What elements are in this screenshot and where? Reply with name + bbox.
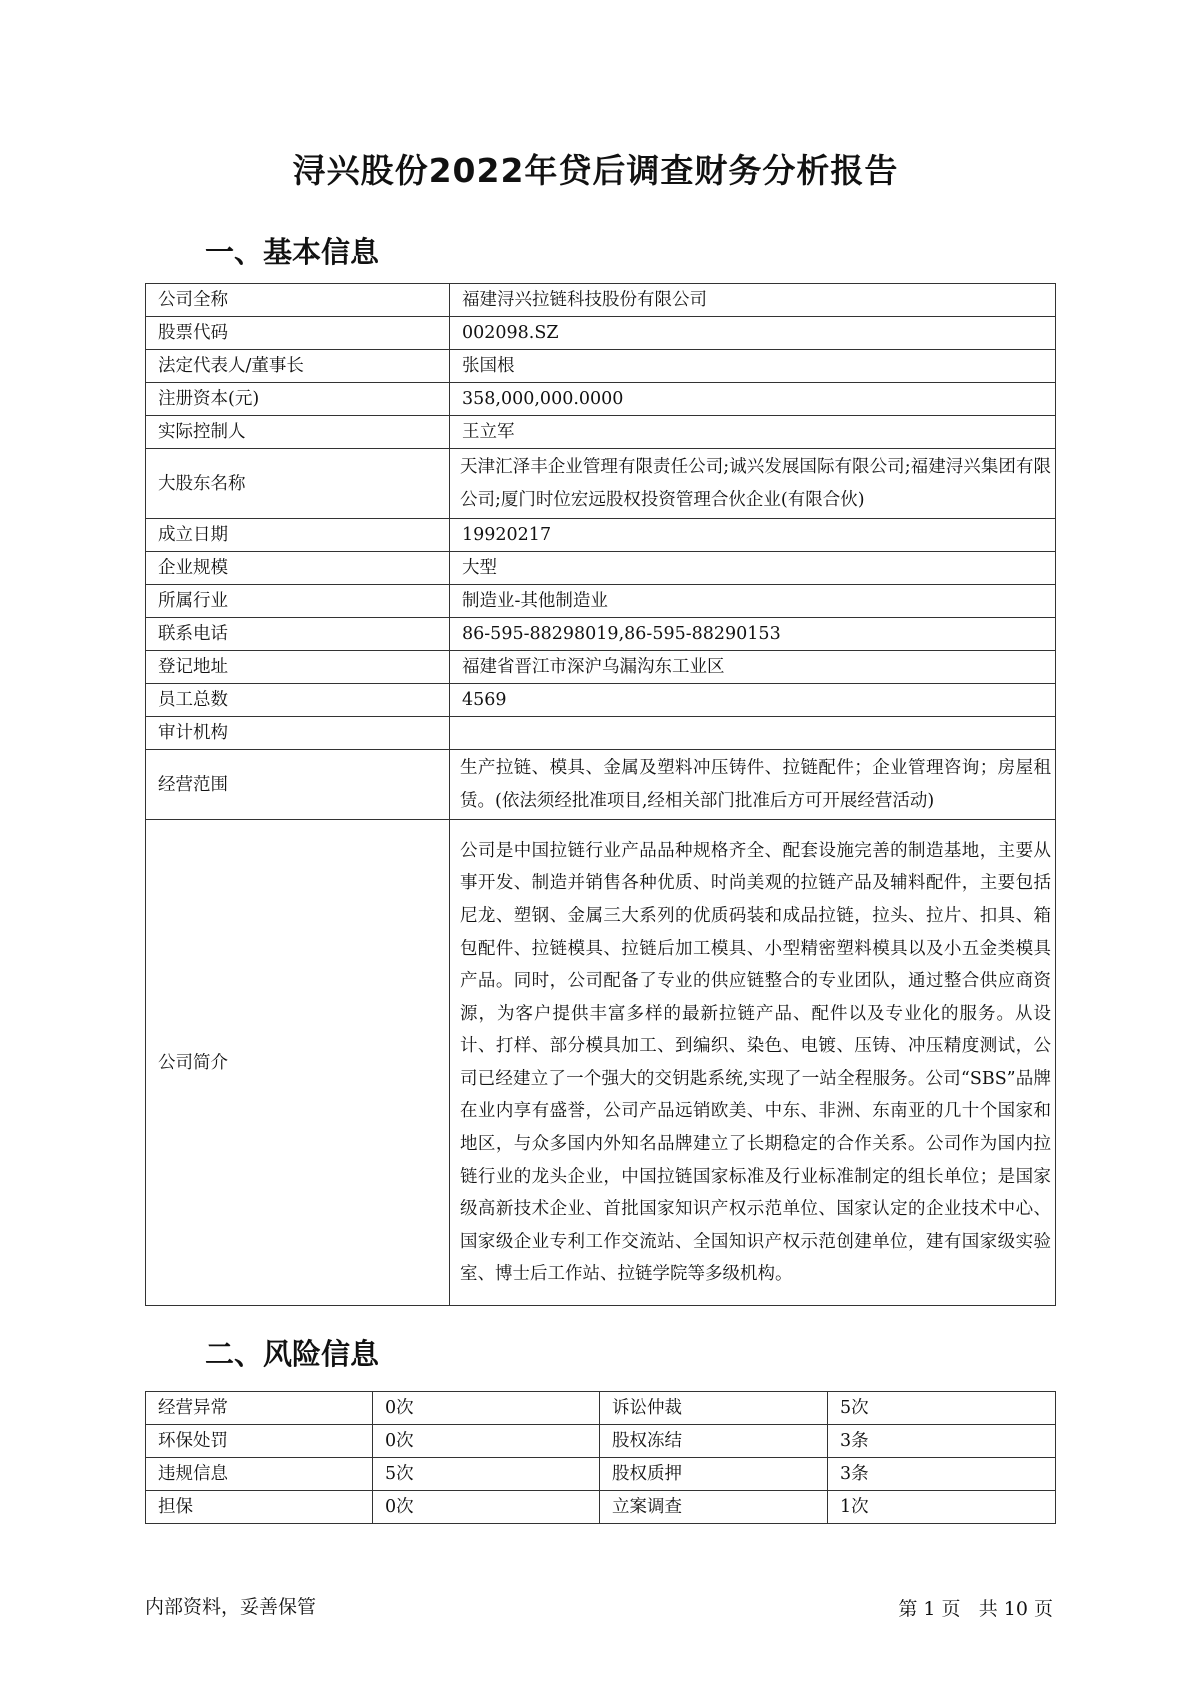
field-label: 经营范围 xyxy=(146,750,450,820)
field-value: 福建省晋江市深沪乌漏沟东工业区 xyxy=(450,651,1056,684)
table-row xyxy=(146,1425,1056,1458)
page-label-mid: 页 xyxy=(941,1598,961,1620)
basic-info-table xyxy=(145,283,1056,1306)
risk-value: 0次 xyxy=(373,1392,600,1425)
field-label: 登记地址 xyxy=(146,651,450,684)
table-row xyxy=(146,717,1056,750)
field-value: 制造业-其他制造业 xyxy=(450,585,1056,618)
field-label: 审计机构 xyxy=(146,717,450,750)
field-label: 注册资本(元) xyxy=(146,383,450,416)
field-value: 002098.SZ xyxy=(450,317,1056,350)
page-title: 浔兴股份2022年贷后调查财务分析报告 xyxy=(292,151,899,190)
field-label: 法定代表人/董事长 xyxy=(146,350,450,383)
risk-label: 担保 xyxy=(146,1491,373,1524)
page-total: 10 xyxy=(1003,1598,1028,1620)
field-value: 公司是中国拉链行业产品品种规格齐全、配套设施完善的制造基地，主要从事开发、制造并销售各种优质、时尚美观的拉链产品及辅料配件，主要包括尼龙、塑钢、金属三大系列的优质码装和成品拉链，拉头、拉片、扣具、箱包配件、拉链模具、拉链后加工模具、小型精密塑料模具以及小五金类模具产品。同时，公司配备了专业的供应链整合的专业团队，通过整合供应商资源，为客户提供丰富多样的最新拉链产品、配件以及专业化的服务。从设计、打样、部分模具加工、到编织、染色、电镀、压铸、冲压精度测试，公司已经建立了一个强大的交钥匙系统,实现了一站全程服务。公司“SBS”品牌在业内享有盛誉，公司产品远销欧美、中东、非洲、东南亚的几十个国家和地区，与众多国内外知名品牌建立了长期稳定的合作关系。公司作为国内拉链行业的龙头企业，中国拉链国家标准及行业标准制定的组长单位；是国家级高新技术企业、首批国家知识产权示范单位、国家认定的企业技术中心、国家级企业专利工作交流站、全国知识产权示范创建单位，建有国家级实验室、博士后工作站、拉链学院等多级机构。 xyxy=(450,820,1056,1306)
section-heading-risk-info: 二、风险信息 xyxy=(205,1337,380,1371)
field-value: 张国根 xyxy=(450,350,1056,383)
risk-label: 经营异常 xyxy=(146,1392,373,1425)
page-current: 1 xyxy=(923,1598,936,1620)
field-label: 大股东名称 xyxy=(146,449,450,519)
page-number xyxy=(898,1594,1053,1621)
table-row xyxy=(146,317,1056,350)
table-row xyxy=(146,284,1056,317)
risk-value: 5次 xyxy=(828,1392,1056,1425)
field-label: 企业规模 xyxy=(146,552,450,585)
risk-value: 3条 xyxy=(828,1425,1056,1458)
section-heading-basic-info: 一、基本信息 xyxy=(205,235,380,269)
field-label: 股票代码 xyxy=(146,317,450,350)
field-value: 19920217 xyxy=(450,519,1056,552)
field-label: 成立日期 xyxy=(146,519,450,552)
risk-info-table xyxy=(145,1391,1056,1524)
table-row xyxy=(146,519,1056,552)
field-value: 4569 xyxy=(450,684,1056,717)
field-value: 生产拉链、模具、金属及塑料冲压铸件、拉链配件；企业管理咨询；房屋租赁。(依法须经批准项目,经相关部门批准后方可开展经营活动) xyxy=(450,750,1056,820)
field-label: 所属行业 xyxy=(146,585,450,618)
risk-label: 股权冻结 xyxy=(600,1425,828,1458)
risk-label: 违规信息 xyxy=(146,1458,373,1491)
table-row xyxy=(146,1458,1056,1491)
footer-confidential-note: 内部资料，妥善保管 xyxy=(145,1596,317,1618)
table-row xyxy=(146,383,1056,416)
table-row xyxy=(146,552,1056,585)
field-label: 员工总数 xyxy=(146,684,450,717)
table-row xyxy=(146,618,1056,651)
risk-label: 环保处罚 xyxy=(146,1425,373,1458)
table-row xyxy=(146,449,1056,519)
field-value xyxy=(450,717,1056,750)
field-label: 联系电话 xyxy=(146,618,450,651)
table-row xyxy=(146,1491,1056,1524)
risk-label: 股权质押 xyxy=(600,1458,828,1491)
page-total-suffix: 页 xyxy=(1033,1598,1053,1620)
field-label: 实际控制人 xyxy=(146,416,450,449)
field-value: 王立军 xyxy=(450,416,1056,449)
field-value: 福建浔兴拉链科技股份有限公司 xyxy=(450,284,1056,317)
table-row xyxy=(146,651,1056,684)
table-row xyxy=(146,585,1056,618)
page-label-prefix: 第 xyxy=(898,1598,918,1620)
risk-value: 0次 xyxy=(373,1425,600,1458)
risk-value: 0次 xyxy=(373,1491,600,1524)
table-row xyxy=(146,820,1056,1306)
table-row xyxy=(146,684,1056,717)
risk-value: 1次 xyxy=(828,1491,1056,1524)
risk-label: 诉讼仲裁 xyxy=(600,1392,828,1425)
risk-value: 5次 xyxy=(373,1458,600,1491)
table-row xyxy=(146,416,1056,449)
field-value: 天津汇泽丰企业管理有限责任公司;诚兴发展国际有限公司;福建浔兴集团有限公司;厦门时位宏远股权投资管理合伙企业(有限合伙) xyxy=(450,449,1056,519)
risk-label: 立案调查 xyxy=(600,1491,828,1524)
field-label: 公司全称 xyxy=(146,284,450,317)
field-label: 公司简介 xyxy=(146,820,450,1306)
table-row xyxy=(146,750,1056,820)
field-value: 358,000,000.0000 xyxy=(450,383,1056,416)
table-row xyxy=(146,350,1056,383)
field-value: 86-595-88298019,86-595-88290153 xyxy=(450,618,1056,651)
table-row xyxy=(146,1392,1056,1425)
risk-value: 3条 xyxy=(828,1458,1056,1491)
field-value: 大型 xyxy=(450,552,1056,585)
page-total-prefix: 共 xyxy=(978,1598,998,1620)
